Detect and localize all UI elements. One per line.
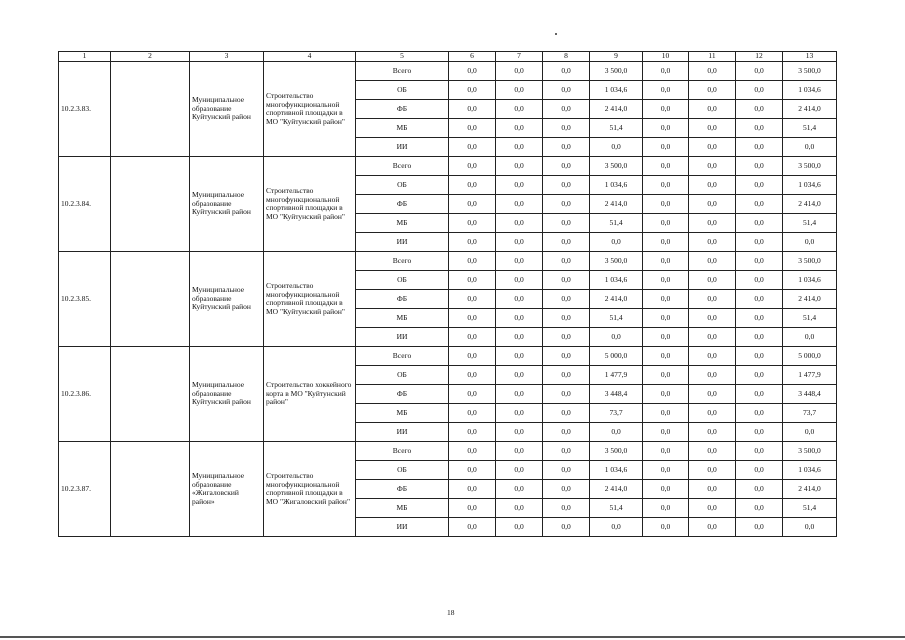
amount-cell: 0,0	[496, 309, 543, 328]
amount-cell: 0,0	[496, 423, 543, 442]
amount-cell: 51,4	[783, 309, 837, 328]
scan-edge	[0, 636, 905, 638]
amount-cell: 1 034,6	[783, 176, 837, 195]
funding-source-cell: ФБ	[356, 100, 449, 119]
amount-cell: 0,0	[689, 309, 736, 328]
amount-cell: 73,7	[590, 404, 643, 423]
item-code: 10.2.3.85.	[59, 252, 111, 347]
amount-cell: 0,0	[689, 423, 736, 442]
empty-cell	[111, 442, 190, 537]
amount-cell: 0,0	[496, 214, 543, 233]
amount-cell: 0,0	[736, 423, 783, 442]
municipality-cell: Муниципальное образование Куйтунский район	[190, 347, 264, 442]
funding-source-cell: ОБ	[356, 366, 449, 385]
amount-cell: 0,0	[689, 518, 736, 537]
amount-cell: 0,0	[496, 347, 543, 366]
amount-cell: 0,0	[689, 404, 736, 423]
amount-cell: 0,0	[543, 518, 590, 537]
funding-source-cell: МБ	[356, 119, 449, 138]
amount-cell: 1 034,6	[590, 176, 643, 195]
amount-cell: 5 000,0	[590, 347, 643, 366]
funding-source-cell: ИИ	[356, 423, 449, 442]
amount-cell: 0,0	[543, 404, 590, 423]
page-number: 18	[447, 608, 455, 617]
amount-cell: 0,0	[449, 138, 496, 157]
amount-cell: 0,0	[449, 290, 496, 309]
amount-cell: 1 034,6	[783, 81, 837, 100]
object-cell: Строительство многофункциональной спортивной площадки в МО "Куйтунский район"	[264, 252, 356, 347]
amount-cell: 0,0	[643, 81, 689, 100]
column-number-header: 12	[736, 52, 783, 62]
amount-cell: 0,0	[689, 385, 736, 404]
item-code: 10.2.3.84.	[59, 157, 111, 252]
amount-cell: 0,0	[689, 62, 736, 81]
column-number-header: 7	[496, 52, 543, 62]
amount-cell: 0,0	[543, 157, 590, 176]
amount-cell: 0,0	[543, 100, 590, 119]
amount-cell: 0,0	[736, 366, 783, 385]
column-number-header: 2	[111, 52, 190, 62]
amount-cell: 0,0	[643, 157, 689, 176]
amount-cell: 0,0	[449, 423, 496, 442]
object-cell: Строительство многофункциональной спортивной площадки в МО "Куйтунский район"	[264, 157, 356, 252]
amount-cell: 0,0	[496, 252, 543, 271]
amount-cell: 2 414,0	[783, 195, 837, 214]
amount-cell: 0,0	[496, 138, 543, 157]
object-cell: Строительство многофункциональной спортивной площадки в МО "Куйтунский район"	[264, 62, 356, 157]
amount-cell: 0,0	[736, 290, 783, 309]
table-row	[59, 347, 837, 366]
amount-cell: 0,0	[643, 366, 689, 385]
amount-cell: 0,0	[689, 366, 736, 385]
amount-cell: 0,0	[689, 328, 736, 347]
amount-cell: 0,0	[449, 81, 496, 100]
amount-cell: 0,0	[643, 347, 689, 366]
amount-cell: 0,0	[543, 328, 590, 347]
amount-cell: 0,0	[736, 309, 783, 328]
column-number-header: 13	[783, 52, 837, 62]
amount-cell: 0,0	[449, 480, 496, 499]
amount-cell: 0,0	[543, 423, 590, 442]
amount-cell: 0,0	[449, 62, 496, 81]
amount-cell: 0,0	[689, 271, 736, 290]
municipality-cell: Муниципальное образование «Жигаловский район»	[190, 442, 264, 537]
amount-cell: 1 034,6	[590, 271, 643, 290]
amount-cell: 0,0	[689, 233, 736, 252]
funding-source-cell: Всего	[356, 157, 449, 176]
funding-source-cell: ИИ	[356, 518, 449, 537]
amount-cell: 0,0	[496, 195, 543, 214]
column-number-header: 4	[264, 52, 356, 62]
amount-cell: 0,0	[643, 385, 689, 404]
amount-cell: 0,0	[689, 119, 736, 138]
column-number-header: 1	[59, 52, 111, 62]
amount-cell: 1 477,9	[590, 366, 643, 385]
amount-cell: 0,0	[496, 176, 543, 195]
amount-cell: 0,0	[449, 442, 496, 461]
amount-cell: 0,0	[689, 252, 736, 271]
amount-cell: 0,0	[449, 252, 496, 271]
amount-cell: 0,0	[736, 81, 783, 100]
header-row	[59, 52, 837, 62]
object-cell: Строительство многофункциональной спортивной площадки в МО "Жигаловский район"	[264, 442, 356, 537]
amount-cell: 0,0	[543, 499, 590, 518]
amount-cell: 0,0	[590, 138, 643, 157]
amount-cell: 0,0	[643, 423, 689, 442]
amount-cell: 3 500,0	[590, 442, 643, 461]
amount-cell: 0,0	[736, 62, 783, 81]
amount-cell: 0,0	[449, 385, 496, 404]
amount-cell: 0,0	[543, 81, 590, 100]
amount-cell: 0,0	[643, 290, 689, 309]
column-number-header: 11	[689, 52, 736, 62]
amount-cell: 0,0	[783, 518, 837, 537]
funding-source-cell: Всего	[356, 252, 449, 271]
funding-source-cell: ИИ	[356, 328, 449, 347]
amount-cell: 0,0	[689, 480, 736, 499]
amount-cell: 0,0	[449, 347, 496, 366]
funding-source-cell: ОБ	[356, 81, 449, 100]
funding-source-cell: ФБ	[356, 290, 449, 309]
amount-cell: 0,0	[543, 309, 590, 328]
amount-cell: 0,0	[449, 119, 496, 138]
table-row	[59, 442, 837, 461]
amount-cell: 0,0	[543, 480, 590, 499]
amount-cell: 51,4	[590, 119, 643, 138]
amount-cell: 0,0	[496, 328, 543, 347]
column-number-header: 9	[590, 52, 643, 62]
amount-cell: 0,0	[643, 252, 689, 271]
amount-cell: 0,0	[643, 328, 689, 347]
amount-cell: 51,4	[783, 214, 837, 233]
amount-cell: 0,0	[496, 480, 543, 499]
amount-cell: 0,0	[783, 423, 837, 442]
empty-cell	[111, 157, 190, 252]
amount-cell: 0,0	[543, 347, 590, 366]
amount-cell: 0,0	[643, 214, 689, 233]
empty-cell	[111, 62, 190, 157]
amount-cell: 0,0	[689, 81, 736, 100]
object-cell: Строительство хоккейного корта в МО "Куйтунский район"	[264, 347, 356, 442]
amount-cell: 0,0	[689, 195, 736, 214]
amount-cell: 0,0	[543, 252, 590, 271]
funding-source-cell: ОБ	[356, 176, 449, 195]
amount-cell: 0,0	[736, 233, 783, 252]
amount-cell: 0,0	[643, 271, 689, 290]
empty-cell	[111, 252, 190, 347]
amount-cell: 0,0	[689, 499, 736, 518]
item-code: 10.2.3.83.	[59, 62, 111, 157]
amount-cell: 0,0	[736, 176, 783, 195]
amount-cell: 0,0	[496, 100, 543, 119]
amount-cell: 0,0	[783, 138, 837, 157]
amount-cell: 0,0	[543, 176, 590, 195]
amount-cell: 0,0	[689, 461, 736, 480]
amount-cell: 0,0	[449, 461, 496, 480]
amount-cell: 2 414,0	[590, 480, 643, 499]
amount-cell: 0,0	[449, 157, 496, 176]
amount-cell: 0,0	[643, 480, 689, 499]
amount-cell: 0,0	[449, 366, 496, 385]
amount-cell: 0,0	[643, 176, 689, 195]
amount-cell: 0,0	[590, 518, 643, 537]
amount-cell: 0,0	[590, 423, 643, 442]
amount-cell: 0,0	[643, 499, 689, 518]
amount-cell: 0,0	[736, 518, 783, 537]
amount-cell: 0,0	[643, 195, 689, 214]
budget-table	[58, 51, 837, 537]
amount-cell: 0,0	[449, 233, 496, 252]
funding-source-cell: ИИ	[356, 138, 449, 157]
municipality-cell: Муниципальное образование Куйтунский район	[190, 252, 264, 347]
scan-speck	[555, 33, 557, 35]
amount-cell: 0,0	[783, 233, 837, 252]
amount-cell: 0,0	[543, 385, 590, 404]
amount-cell: 51,4	[783, 499, 837, 518]
amount-cell: 3 500,0	[590, 252, 643, 271]
item-code: 10.2.3.87.	[59, 442, 111, 537]
amount-cell: 0,0	[590, 233, 643, 252]
amount-cell: 0,0	[496, 499, 543, 518]
funding-source-cell: ОБ	[356, 271, 449, 290]
funding-source-cell: Всего	[356, 347, 449, 366]
amount-cell: 0,0	[449, 195, 496, 214]
amount-cell: 0,0	[736, 100, 783, 119]
amount-cell: 1 034,6	[590, 461, 643, 480]
amount-cell: 0,0	[496, 404, 543, 423]
amount-cell: 0,0	[590, 328, 643, 347]
column-number-header: 6	[449, 52, 496, 62]
amount-cell: 2 414,0	[783, 100, 837, 119]
amount-cell: 0,0	[736, 404, 783, 423]
amount-cell: 0,0	[449, 404, 496, 423]
amount-cell: 0,0	[689, 157, 736, 176]
amount-cell: 51,4	[783, 119, 837, 138]
amount-cell: 0,0	[449, 309, 496, 328]
column-number-header: 3	[190, 52, 264, 62]
amount-cell: 73,7	[783, 404, 837, 423]
funding-source-cell: ФБ	[356, 195, 449, 214]
funding-source-cell: ОБ	[356, 461, 449, 480]
amount-cell: 0,0	[643, 404, 689, 423]
amount-cell: 0,0	[449, 499, 496, 518]
amount-cell: 0,0	[736, 480, 783, 499]
amount-cell: 0,0	[496, 518, 543, 537]
amount-cell: 0,0	[736, 328, 783, 347]
amount-cell: 0,0	[496, 461, 543, 480]
amount-cell: 0,0	[543, 290, 590, 309]
amount-cell: 3 500,0	[783, 442, 837, 461]
amount-cell: 0,0	[543, 138, 590, 157]
amount-cell: 0,0	[736, 271, 783, 290]
amount-cell: 0,0	[543, 214, 590, 233]
amount-cell: 3 448,4	[590, 385, 643, 404]
amount-cell: 0,0	[643, 62, 689, 81]
item-code: 10.2.3.86.	[59, 347, 111, 442]
amount-cell: 2 414,0	[590, 290, 643, 309]
amount-cell: 0,0	[783, 328, 837, 347]
amount-cell: 0,0	[643, 138, 689, 157]
funding-source-cell: ИИ	[356, 233, 449, 252]
amount-cell: 0,0	[643, 119, 689, 138]
funding-source-cell: Всего	[356, 442, 449, 461]
amount-cell: 51,4	[590, 214, 643, 233]
funding-source-cell: ФБ	[356, 480, 449, 499]
amount-cell: 0,0	[736, 252, 783, 271]
amount-cell: 0,0	[543, 442, 590, 461]
amount-cell: 0,0	[496, 233, 543, 252]
amount-cell: 0,0	[689, 290, 736, 309]
amount-cell: 0,0	[736, 347, 783, 366]
amount-cell: 0,0	[736, 138, 783, 157]
empty-cell	[111, 347, 190, 442]
amount-cell: 0,0	[643, 233, 689, 252]
amount-cell: 0,0	[496, 366, 543, 385]
table-row	[59, 62, 837, 81]
municipality-cell: Муниципальное образование Куйтунский район	[190, 157, 264, 252]
funding-source-cell: МБ	[356, 214, 449, 233]
amount-cell: 0,0	[449, 100, 496, 119]
amount-cell: 0,0	[643, 100, 689, 119]
column-number-header: 10	[643, 52, 689, 62]
amount-cell: 0,0	[689, 100, 736, 119]
amount-cell: 3 448,4	[783, 385, 837, 404]
amount-cell: 0,0	[543, 119, 590, 138]
amount-cell: 0,0	[736, 461, 783, 480]
amount-cell: 0,0	[736, 214, 783, 233]
amount-cell: 2 414,0	[783, 480, 837, 499]
amount-cell: 0,0	[543, 233, 590, 252]
amount-cell: 0,0	[496, 157, 543, 176]
funding-source-cell: Всего	[356, 62, 449, 81]
amount-cell: 0,0	[736, 195, 783, 214]
amount-cell: 0,0	[449, 214, 496, 233]
amount-cell: 0,0	[543, 62, 590, 81]
amount-cell: 1 034,6	[783, 271, 837, 290]
amount-cell: 1 477,9	[783, 366, 837, 385]
amount-cell: 0,0	[736, 385, 783, 404]
table-row	[59, 252, 837, 271]
amount-cell: 3 500,0	[783, 157, 837, 176]
amount-cell: 0,0	[543, 461, 590, 480]
amount-cell: 0,0	[496, 290, 543, 309]
amount-cell: 0,0	[449, 328, 496, 347]
amount-cell: 0,0	[643, 309, 689, 328]
column-number-header: 5	[356, 52, 449, 62]
municipality-cell: Муниципальное образование Куйтунский район	[190, 62, 264, 157]
amount-cell: 51,4	[590, 499, 643, 518]
amount-cell: 0,0	[496, 385, 543, 404]
amount-cell: 3 500,0	[783, 252, 837, 271]
amount-cell: 51,4	[590, 309, 643, 328]
amount-cell: 2 414,0	[590, 195, 643, 214]
amount-cell: 0,0	[689, 442, 736, 461]
amount-cell: 0,0	[643, 518, 689, 537]
amount-cell: 0,0	[496, 442, 543, 461]
amount-cell: 0,0	[736, 157, 783, 176]
amount-cell: 0,0	[496, 62, 543, 81]
amount-cell: 2 414,0	[783, 290, 837, 309]
amount-cell: 2 414,0	[590, 100, 643, 119]
amount-cell: 0,0	[736, 119, 783, 138]
amount-cell: 0,0	[496, 271, 543, 290]
column-number-header: 8	[543, 52, 590, 62]
amount-cell: 0,0	[543, 271, 590, 290]
amount-cell: 0,0	[736, 442, 783, 461]
amount-cell: 5 000,0	[783, 347, 837, 366]
amount-cell: 3 500,0	[590, 157, 643, 176]
amount-cell: 3 500,0	[590, 62, 643, 81]
amount-cell: 0,0	[449, 271, 496, 290]
amount-cell: 0,0	[543, 195, 590, 214]
amount-cell: 0,0	[449, 176, 496, 195]
funding-source-cell: МБ	[356, 499, 449, 518]
amount-cell: 0,0	[643, 442, 689, 461]
amount-cell: 1 034,6	[590, 81, 643, 100]
amount-cell: 0,0	[543, 366, 590, 385]
amount-cell: 0,0	[736, 499, 783, 518]
amount-cell: 3 500,0	[783, 62, 837, 81]
funding-source-cell: ФБ	[356, 385, 449, 404]
amount-cell: 0,0	[643, 461, 689, 480]
amount-cell: 0,0	[496, 81, 543, 100]
amount-cell: 0,0	[689, 138, 736, 157]
amount-cell: 0,0	[449, 518, 496, 537]
amount-cell: 0,0	[496, 119, 543, 138]
amount-cell: 0,0	[689, 347, 736, 366]
amount-cell: 1 034,6	[783, 461, 837, 480]
table-row	[59, 157, 837, 176]
amount-cell: 0,0	[689, 214, 736, 233]
funding-source-cell: МБ	[356, 404, 449, 423]
funding-source-cell: МБ	[356, 309, 449, 328]
amount-cell: 0,0	[689, 176, 736, 195]
